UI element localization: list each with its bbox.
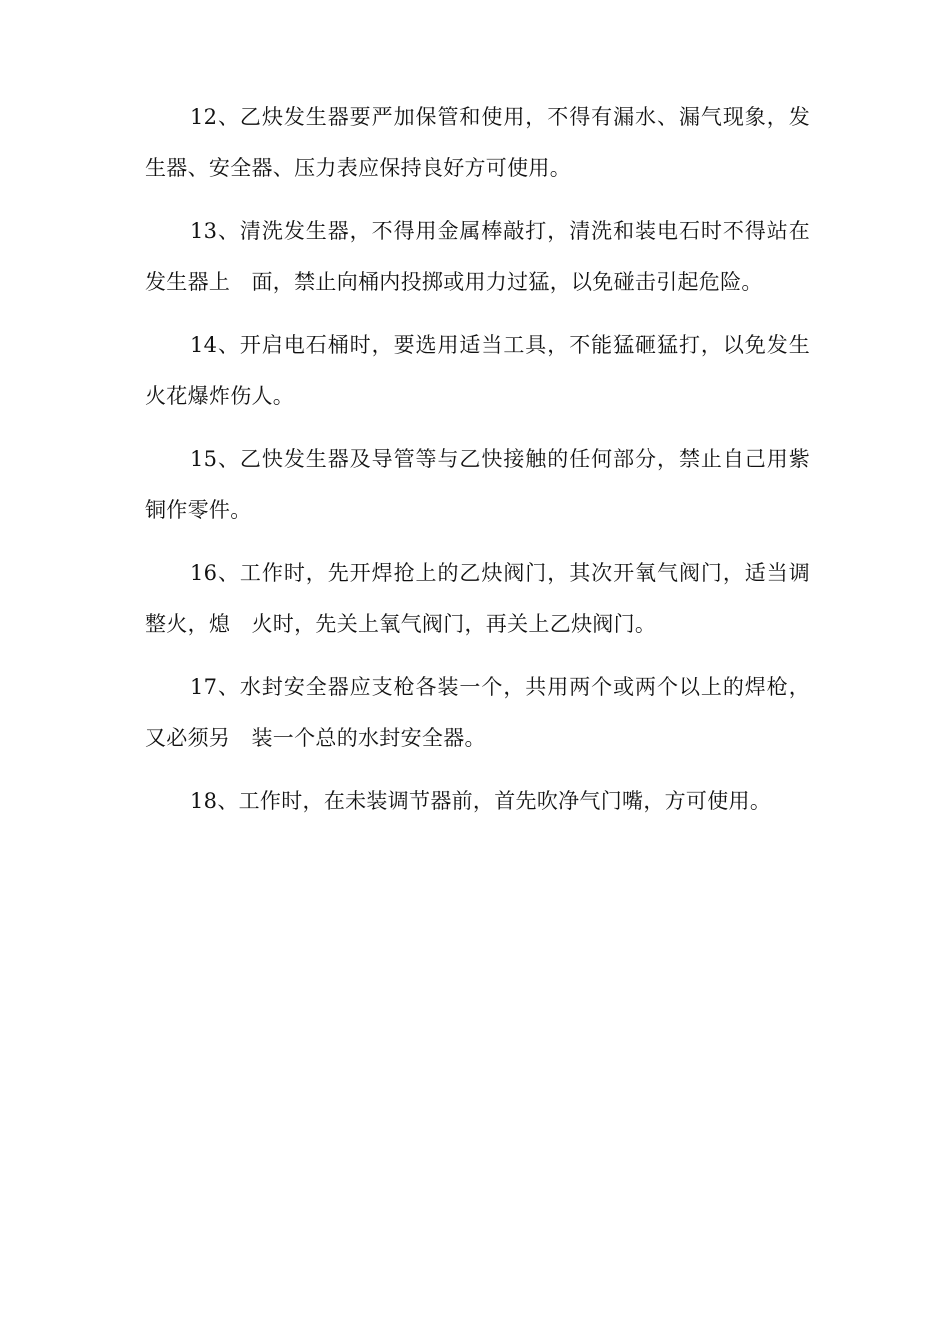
paragraph-13: 13、清洗发生器，不得用金属棒敲打，清洗和装电石时不得站在发生器上 面，禁止向桶内投掷或用力过猛，以免碰击引起危险。 [145, 219, 810, 294]
paragraph-17: 17、水封安全器应支枪各装一个，共用两个或两个以上的焊枪，又必须另 装一个总的水封安全器。 [145, 675, 810, 750]
document-page [145, 92, 810, 839]
paragraph-15: 15、乙快发生器及导管等与乙快接触的任何部分，禁止自己用紫铜作零件。 [145, 447, 810, 522]
paragraph-18: 18、工作时，在未装调节器前，首先吹净气门嘴，方可使用。 [190, 789, 772, 813]
paragraph-14: 14、开启电石桶时，要选用适当工具，不能猛砸猛打，以免发生火花爆炸伤人。 [145, 333, 810, 408]
paragraph-16: 16、工作时，先开焊抢上的乙炔阀门，其次开氧气阀门，适当调整火，熄 火时，先关上氧气阀门，再关上乙炔阀门。 [145, 561, 810, 636]
paragraph-12: 12、乙炔发生器要严加保管和使用，不得有漏水、漏气现象，发生器、安全器、压力表应保持良好方可使用。 [145, 105, 810, 180]
